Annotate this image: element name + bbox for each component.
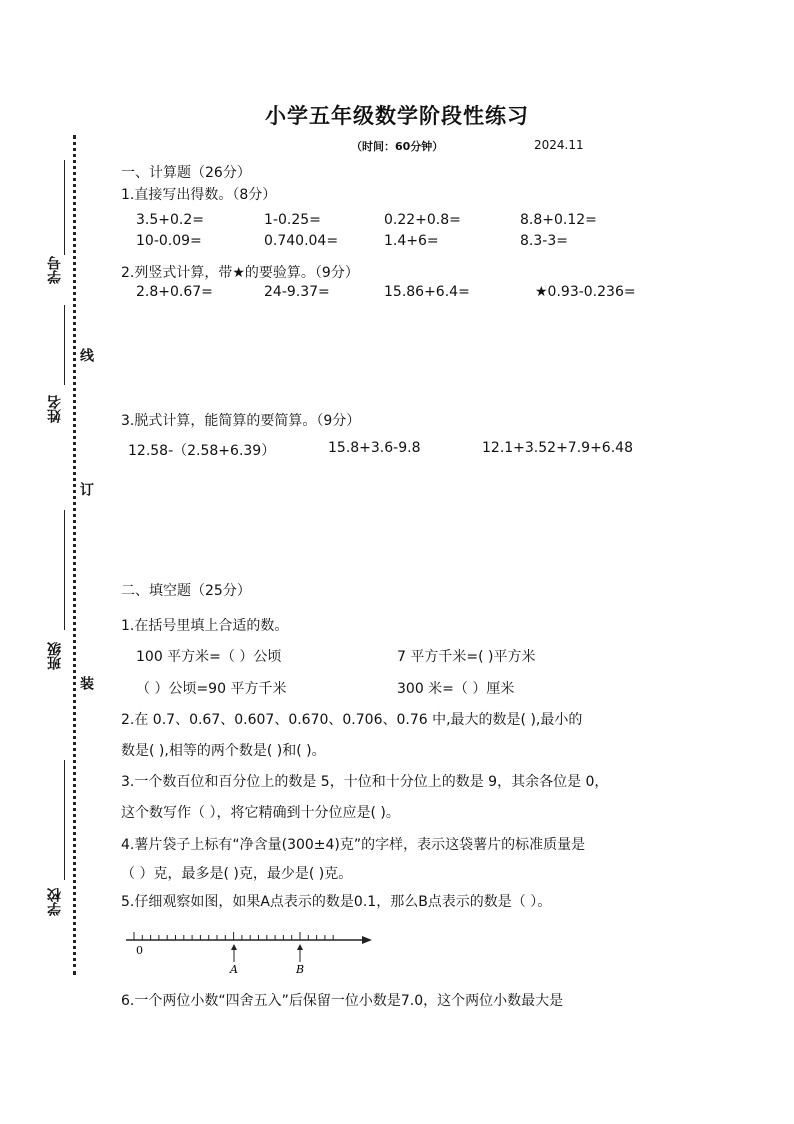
s2-q1-label: 1.在括号里填上合适的数。 [121,618,289,634]
exam-date: 2024.11 [534,138,584,152]
s1-q2-label: 2.列竖式计算，带★的要验算。（9分） [121,265,359,281]
s2-q2-line2: 数是( ),相等的两个数是( )和( )。 [121,743,326,759]
s2-q4-line1: 4.薯片袋子上标有“净含量(300±4)克”的字样，表示这袋薯片的标准质量是 [121,837,586,853]
s1-q1-item: 0.740.04= [264,233,339,249]
section1-heading: 一、计算题（26分） [121,165,251,181]
s1-q1-label: 1.直接写出得数。（8分） [121,187,277,203]
s2-q1-c: （ ）公顷=90 平方千米 [136,681,287,697]
arrow-a-head [231,944,237,950]
number-line-arrowhead [362,936,372,944]
binding-mark-staple: 订 [78,482,94,496]
time-limit: （时间：60分钟） [351,140,444,153]
s1-q2-item: ★0.93-0.236= [535,284,636,300]
s2-q3-line1: 3.一个数百位和百分位上的数是 5，十位和十分位上的数是 9，其余各位是 0， [121,774,609,790]
point-b-label: B [296,963,305,976]
arrow-b-head [297,944,303,950]
s2-q1-b: 7 平方千米=( )平方米 [397,649,536,665]
s2-q2-line1: 2.在 0.7、0.67、0.607、0.670、0.706、0.76 中,最大的数是( ),最小的 [121,712,583,728]
number-line-figure [120,920,380,980]
student-id-underline [64,160,65,255]
label-student-id: 学号 [47,256,63,284]
s1-q2-item: 15.86+6.4= [384,284,470,300]
s1-q1-item: 8.3-3= [520,233,568,249]
s2-q6-line1: 6.一个两位小数“四舍五入”后保留一位小数是7.0，这个两位小数最大是 [121,993,564,1009]
s1-q1-item: 3.5+0.2= [136,212,204,228]
s1-q2-item: 2.8+0.67= [136,284,213,300]
s2-q4-line2: （ ）克，最多是( )克，最少是( )克。 [121,866,353,882]
section2-heading: 二、填空题（25分） [121,583,251,599]
name-underline [64,305,65,385]
s2-q1-d: 300 米=（ ）厘米 [397,681,515,697]
class-underline [64,510,65,630]
label-school: 学校 [47,888,63,916]
page-title: 小学五年级数学阶段性练习 [265,104,529,128]
s2-q1-a: 100 平方米=（ ）公顷 [136,649,282,665]
number-line-zero: 0 [136,944,143,957]
binding-mark-bind: 装 [78,676,94,690]
s2-q3-line2: 这个数写作（ ），将它精确到十分位应是( )。 [121,805,400,821]
s1-q1-item: 8.8+0.12= [520,212,597,228]
label-class: 班级 [47,642,63,670]
s1-q1-item: 0.22+0.8= [384,212,461,228]
label-name: 姓名 [47,395,63,423]
school-underline [64,760,65,880]
s2-q5-line1: 5.仔细观察如图，如果A点表示的数是0.1，那么B点表示的数是（ ）。 [121,894,552,910]
s1-q1-item: 10-0.09= [136,233,202,249]
s1-q3-item: 12.58-（2.58+6.39） [128,443,276,459]
s1-q3-label: 3.脱式计算，能简算的要简算。（9分） [121,413,361,429]
binding-dotted-line [73,135,76,975]
s1-q3-item: 15.8+3.6-9.8 [328,440,421,456]
number-line-ticks [134,932,333,940]
s1-q1-item: 1.4+6= [384,233,439,249]
s1-q2-item: 24-9.37= [264,284,330,300]
binding-mark-line: 线 [78,348,94,362]
s1-q1-item: 1-0.25= [264,212,321,228]
point-a-label: A [230,963,238,976]
s1-q3-item: 12.1+3.52+7.9+6.48 [482,440,633,456]
